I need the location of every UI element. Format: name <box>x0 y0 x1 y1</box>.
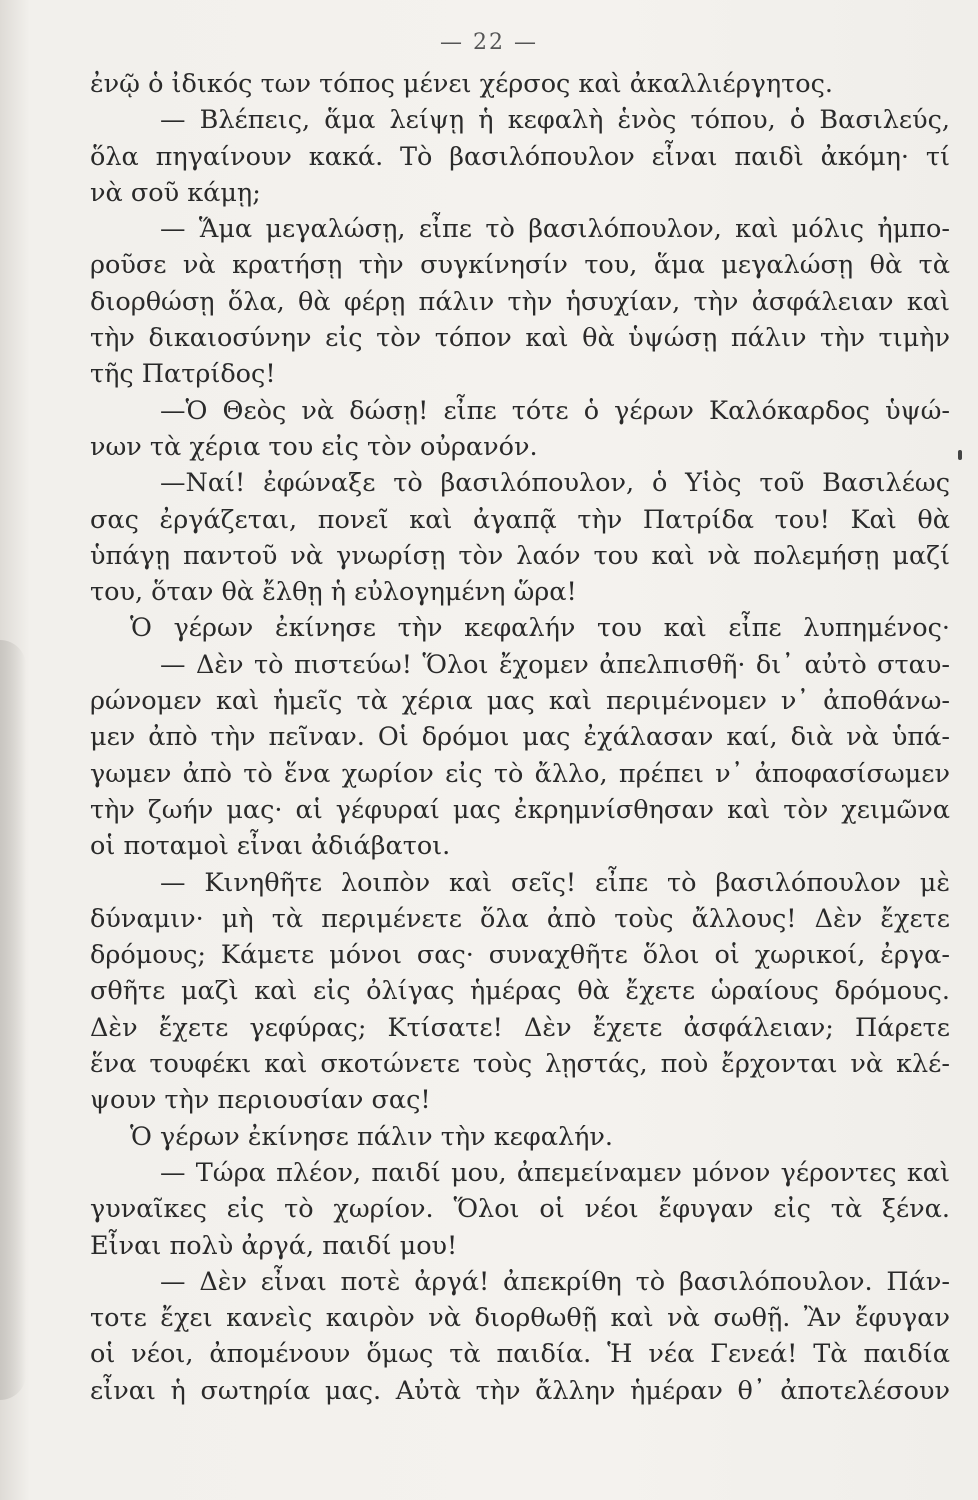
text-line: ρώνομεν καὶ ἡμεῖς τὰ χέρια μας καὶ περιμένομεν ν᾿ ἀποθάνω- <box>90 686 950 717</box>
text-line: — Τώρα πλέον, παιδί μου, ἀπεμείναμεν μόνον γέροντες καὶ <box>160 1157 950 1188</box>
text-line: ἐνῷ ὁ ἰδικός των τόπος μένει χέρσος καὶ ἀκαλλιέργητος. <box>90 69 833 99</box>
text-line: Δὲν ἔχετε γεφύρας; Κτίσατε! Δὲν ἔχετε ἀσφάλειαν; Πάρετε <box>90 1012 950 1043</box>
text-line: —Ὁ Θεὸς νὰ δώσῃ! εἶπε τότε ὁ γέρων Καλόκαρδος ὑψώ- <box>160 395 950 426</box>
page-edge-shadow <box>0 640 26 1400</box>
text-line: τὴν δικαιοσύνην εἰς τὸν τόπον καὶ θὰ ὑψώσῃ πάλιν τὴν τιμὴν <box>90 323 950 354</box>
text-line: Εἶναι πολὺ ἀργά, παιδί μου! <box>90 1230 458 1261</box>
text-line: οἱ νέοι, ἀπομένουν ὅμως τὰ παιδία. Ἡ νέα Γενεά! Τὰ παιδία <box>90 1339 950 1370</box>
text-line: —Ναί! ἐφώναξε τὸ βασιλόπουλον, ὁ Υἱὸς τοῦ Βασιλέως <box>160 468 950 499</box>
body-text <box>90 66 950 1409</box>
text-line: — Δὲν εἶναι ποτὲ ἀργά! ἀπεκρίθη τὸ βασιλόπουλον. Πάν- <box>160 1266 950 1297</box>
text-line: νὰ σοῦ κάμῃ; <box>90 177 261 208</box>
text-line: μεν ἀπὸ τὴν πεῖναν. Οἱ δρόμοι μας ἐχάλασαν καί, διὰ νὰ ὑπά- <box>90 722 950 753</box>
text-line: του, ὅταν θὰ ἔλθῃ ἡ εὐλογημένη ὥρα! <box>90 577 577 608</box>
text-line: ἕνα τουφέκι καὶ σκοτώνετε τοὺς λῃστάς, ποὺ ἔρχονται νὰ κλέ- <box>90 1049 950 1080</box>
text-line: ψουν τὴν περιουσίαν σας! <box>90 1085 431 1116</box>
text-line: — Ἅμα μεγαλώσῃ, εἶπε τὸ βασιλόπουλον, καὶ μόλις ἠμπο- <box>160 214 950 245</box>
text-line: τοτε ἔχει κανεὶς καιρὸν νὰ διορθωθῇ καὶ νὰ σωθῇ. Ἂν ἔφυγαν <box>90 1303 950 1334</box>
text-line: τὴν ζωήν μας· αἱ γέφυραί μας ἐκρημνίσθησαν καὶ τὸν χειμῶνα <box>90 794 950 825</box>
text-line: γωμεν ἀπὸ τὸ ἕνα χωρίον εἰς τὸ ἄλλο, πρέπει ν᾿ ἀποφασίσωμεν <box>90 758 950 789</box>
text-line: δρόμους; Κάμετε μόνοι σας· συναχθῆτε ὅλοι οἱ χωρικοί, ἐργα- <box>90 940 950 971</box>
text-line: Ὁ γέρων ἐκίνησε πάλιν τὴν κεφαλήν. <box>130 1121 613 1152</box>
ink-speck <box>958 450 962 460</box>
text-line: ὑπάγῃ παντοῦ νὰ γνωρίσῃ τὸν λαόν του καὶ νὰ πολεμήσῃ μαζί <box>90 540 950 571</box>
text-line: τῆς Πατρίδος! <box>90 359 276 390</box>
text-line: — Δὲν τὸ πιστεύω! Ὅλοι ἔχομεν ἀπελπισθῆ· δι᾿ αὐτὸ σταυ- <box>160 649 950 680</box>
text-line: — Βλέπεις, ἅμα λείψῃ ἡ κεφαλὴ ἑνὸς τόπου, ὁ Βασιλεύς, <box>160 105 950 136</box>
text-line: δύναμιν· μὴ τὰ περιμένετε ὅλα ἀπὸ τοὺς ἄλλους! Δὲν ἔχετε <box>90 903 950 934</box>
text-line: σθῆτε μαζὶ καὶ εἰς ὀλίγας ἡμέρας θὰ ἔχετε ὡραίους δρόμους. <box>90 976 950 1007</box>
text-line: νων τὰ χέρια του εἰς τὸν οὐρανόν. <box>90 431 538 462</box>
text-line: Ὁ γέρων ἐκίνησε τὴν κεφαλήν του καὶ εἶπε λυπημένος· <box>130 613 950 644</box>
text-line: ὅλα πηγαίνουν κακά. Τὸ βασιλόπουλον εἶναι παιδὶ ἀκόμη· τί <box>90 141 950 172</box>
text-line: γυναῖκες εἰς τὸ χωρίον. Ὅλοι οἱ νέοι ἔφυγαν εἰς τὰ ξένα. <box>90 1194 950 1225</box>
page-number: — 22 — <box>440 30 538 55</box>
text-line: διορθώσῃ ὅλα, θὰ φέρῃ πάλιν τὴν ἡσυχίαν, τὴν ἀσφάλειαν καὶ <box>90 286 950 317</box>
text-line: σας ἐργάζεται, πονεῖ καὶ ἀγαπᾷ τὴν Πατρίδα του! Καὶ θὰ <box>90 504 950 535</box>
text-line: εἶναι ἡ σωτηρία μας. Αὐτὰ τὴν ἄλλην ἡμέραν θ᾿ ἀποτελέσουν <box>90 1375 950 1406</box>
text-line: οἱ ποταμοὶ εἶναι ἀδιάβατοι. <box>90 831 451 862</box>
text-line: — Κινηθῆτε λοιπὸν καὶ σεῖς! εἶπε τὸ βασιλόπουλον μὲ <box>160 867 950 898</box>
text-line: ροῦσε νὰ κρατήσῃ τὴν συγκίνησίν του, ἅμα μεγαλώσῃ θὰ τὰ <box>90 250 950 281</box>
